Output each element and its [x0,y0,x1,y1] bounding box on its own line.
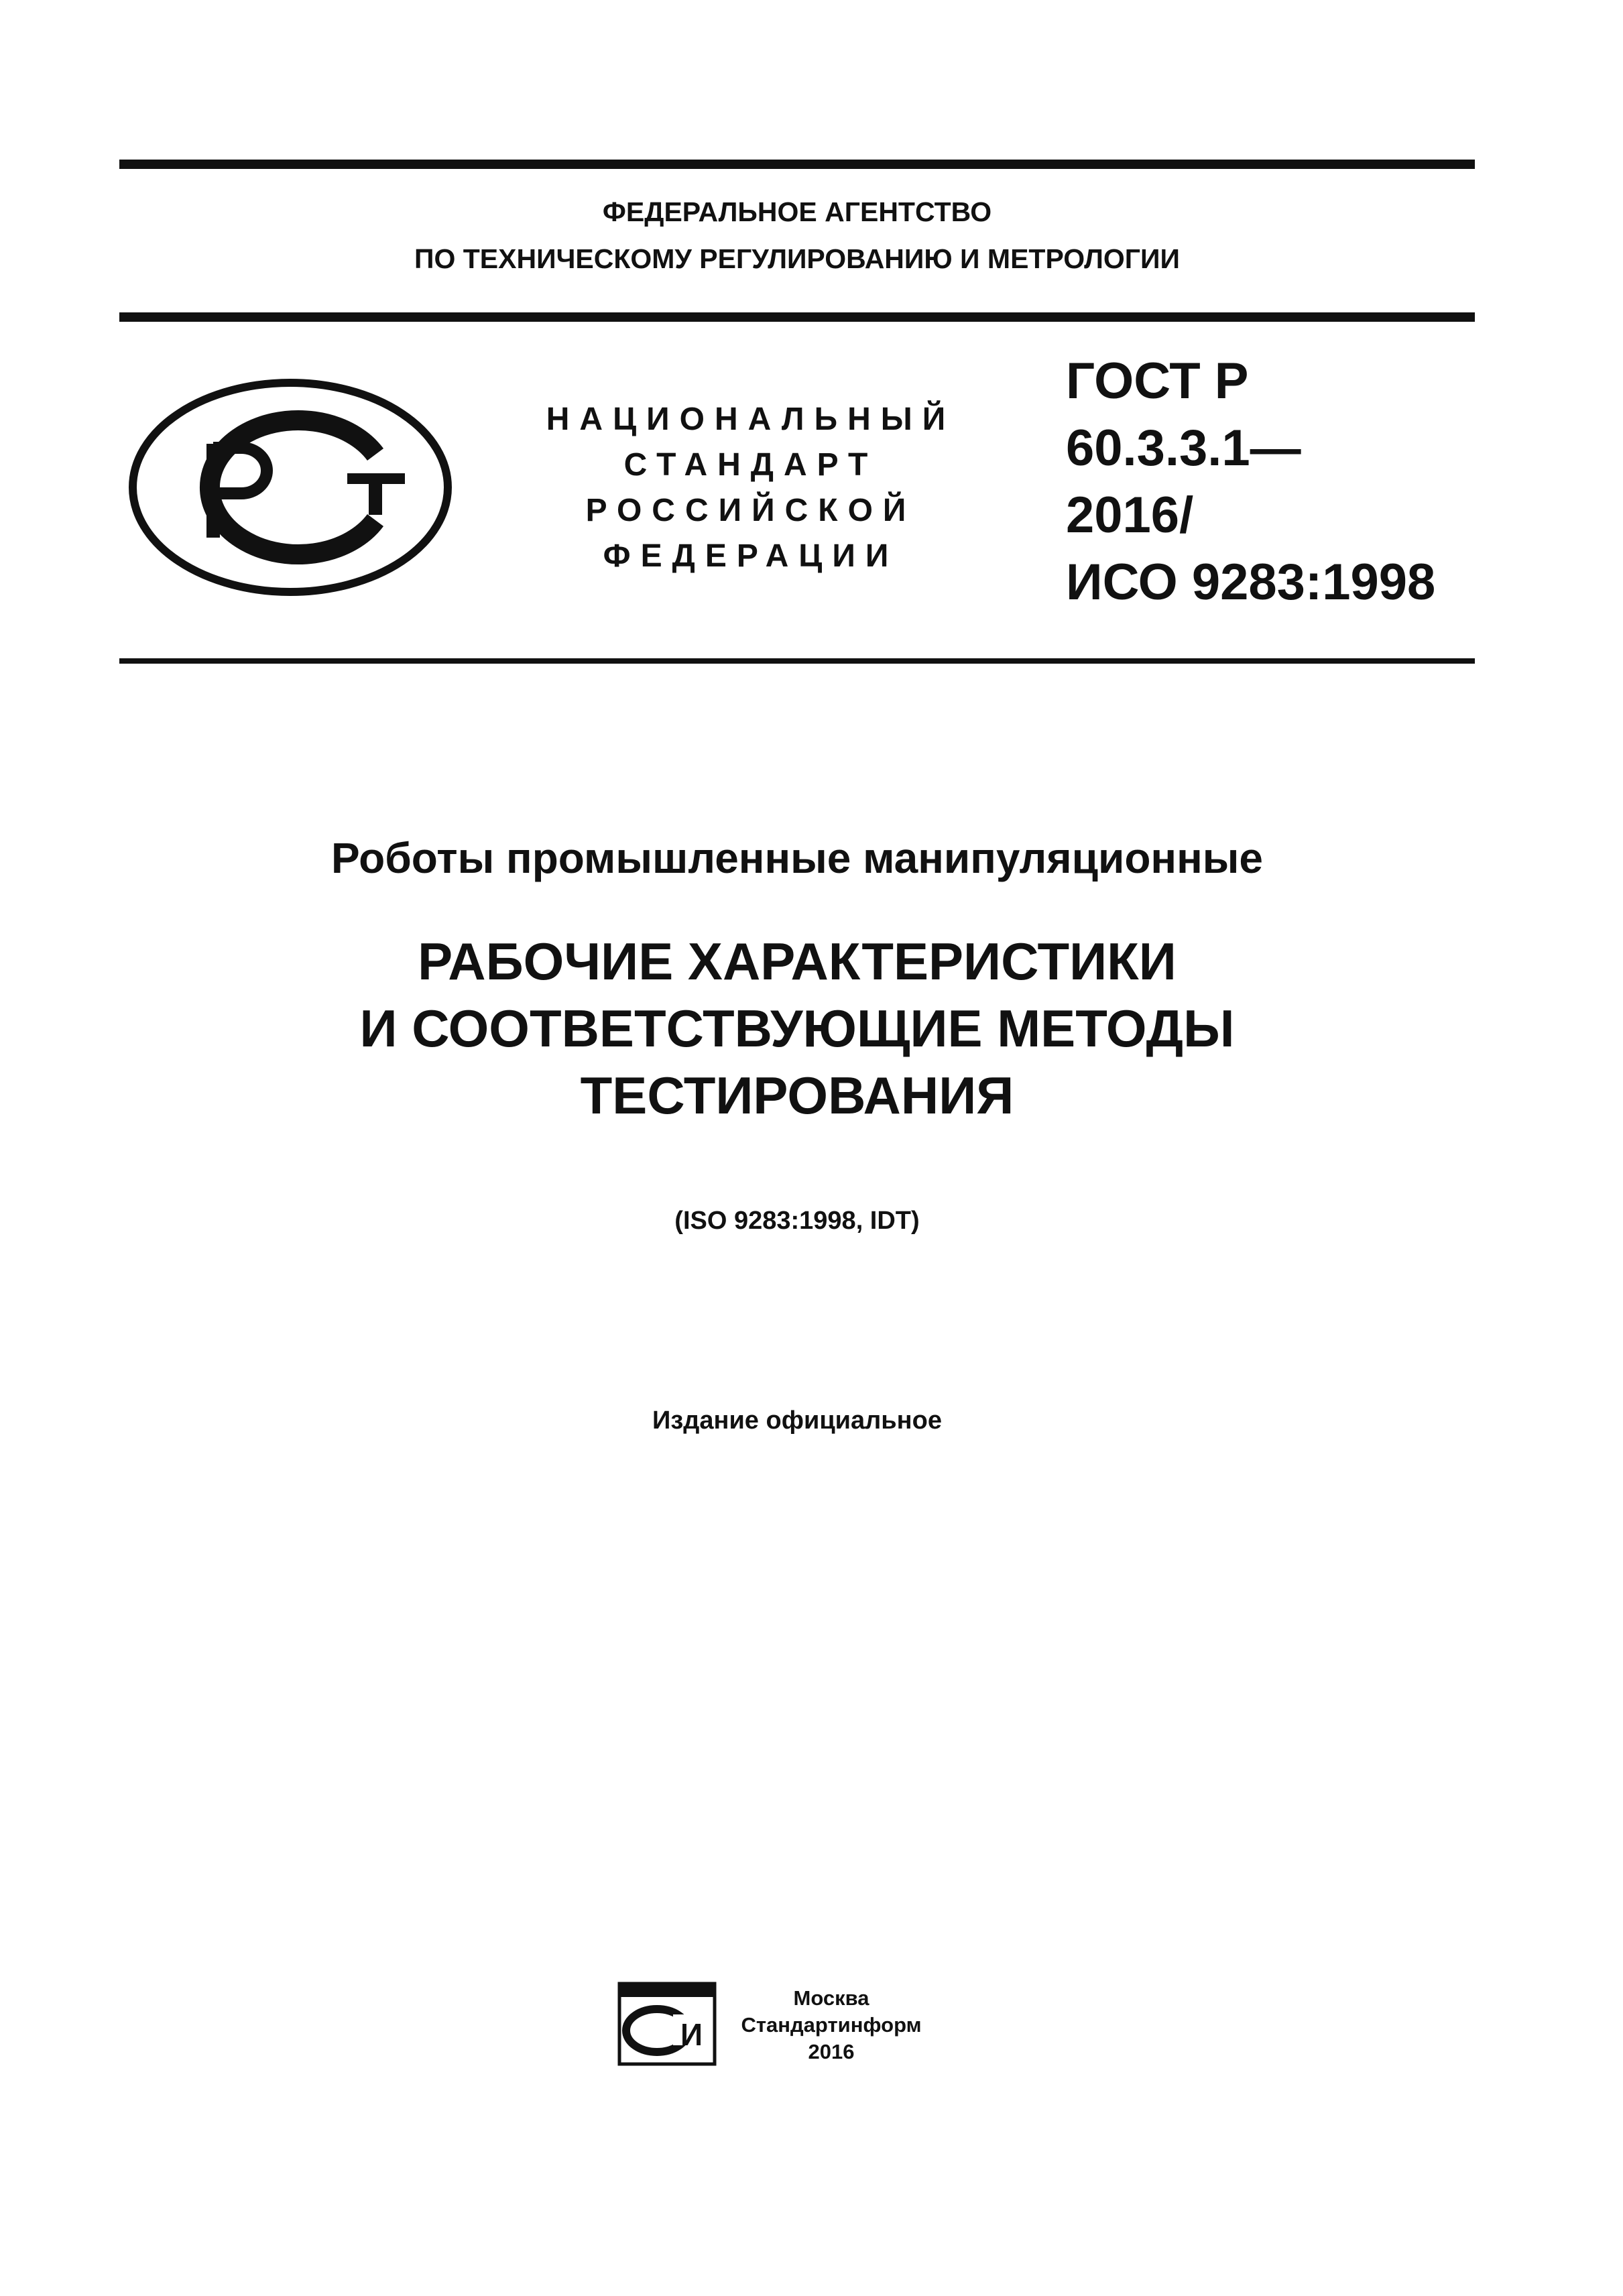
standard-designation-line-3: 2016/ [1066,487,1194,544]
edition-label: Издание официальное [652,1406,942,1435]
national-standard-line-4: ФЕДЕРАЦИИ [603,538,899,574]
agency-name-line-2: ПО ТЕХНИЧЕСКОМУ РЕГУЛИРОВАНИЮ И МЕТРОЛОГИИ [414,243,1180,274]
publisher-city: Москва [793,1986,869,2010]
agency-name-line-1: ФЕДЕРАЛЬНОЕ АГЕНТСТВО [602,196,992,227]
standartinform-logo-icon [617,1981,717,2067]
document-title-line-3: ТЕСТИРОВАНИЯ [580,1066,1014,1125]
top-rule [119,160,1475,169]
document-title-line-2: И СООТВЕТСТВУЮЩИЕ МЕТОДЫ [359,999,1235,1058]
standard-designation-line-2: 60.3.3.1— [1066,420,1301,477]
document-title-line-1: РАБОЧИЕ ХАРАКТЕРИСТИКИ [418,932,1177,991]
international-equivalence: (ISO 9283:1998, IDT) [674,1207,920,1235]
national-standard-line-2: СТАНДАРТ [623,447,878,483]
document-subtitle: Роботы промышленные манипуляционные [331,834,1263,882]
publisher-name: Стандартинформ [741,2013,922,2037]
standard-designation-line-1: ГОСТ Р [1066,353,1249,410]
designation-rule [119,658,1475,664]
national-standard-line-1: НАЦИОНАЛЬНЫЙ [546,402,956,437]
header-rule [119,312,1475,322]
publication-year: 2016 [808,2040,855,2063]
national-standard-line-3: РОССИЙСКОЙ [585,493,916,528]
svg-text:И: И [680,2017,703,2052]
gost-r-logo-icon [126,375,455,600]
standard-designation-line-4: ИСО 9283:1998 [1066,554,1436,611]
